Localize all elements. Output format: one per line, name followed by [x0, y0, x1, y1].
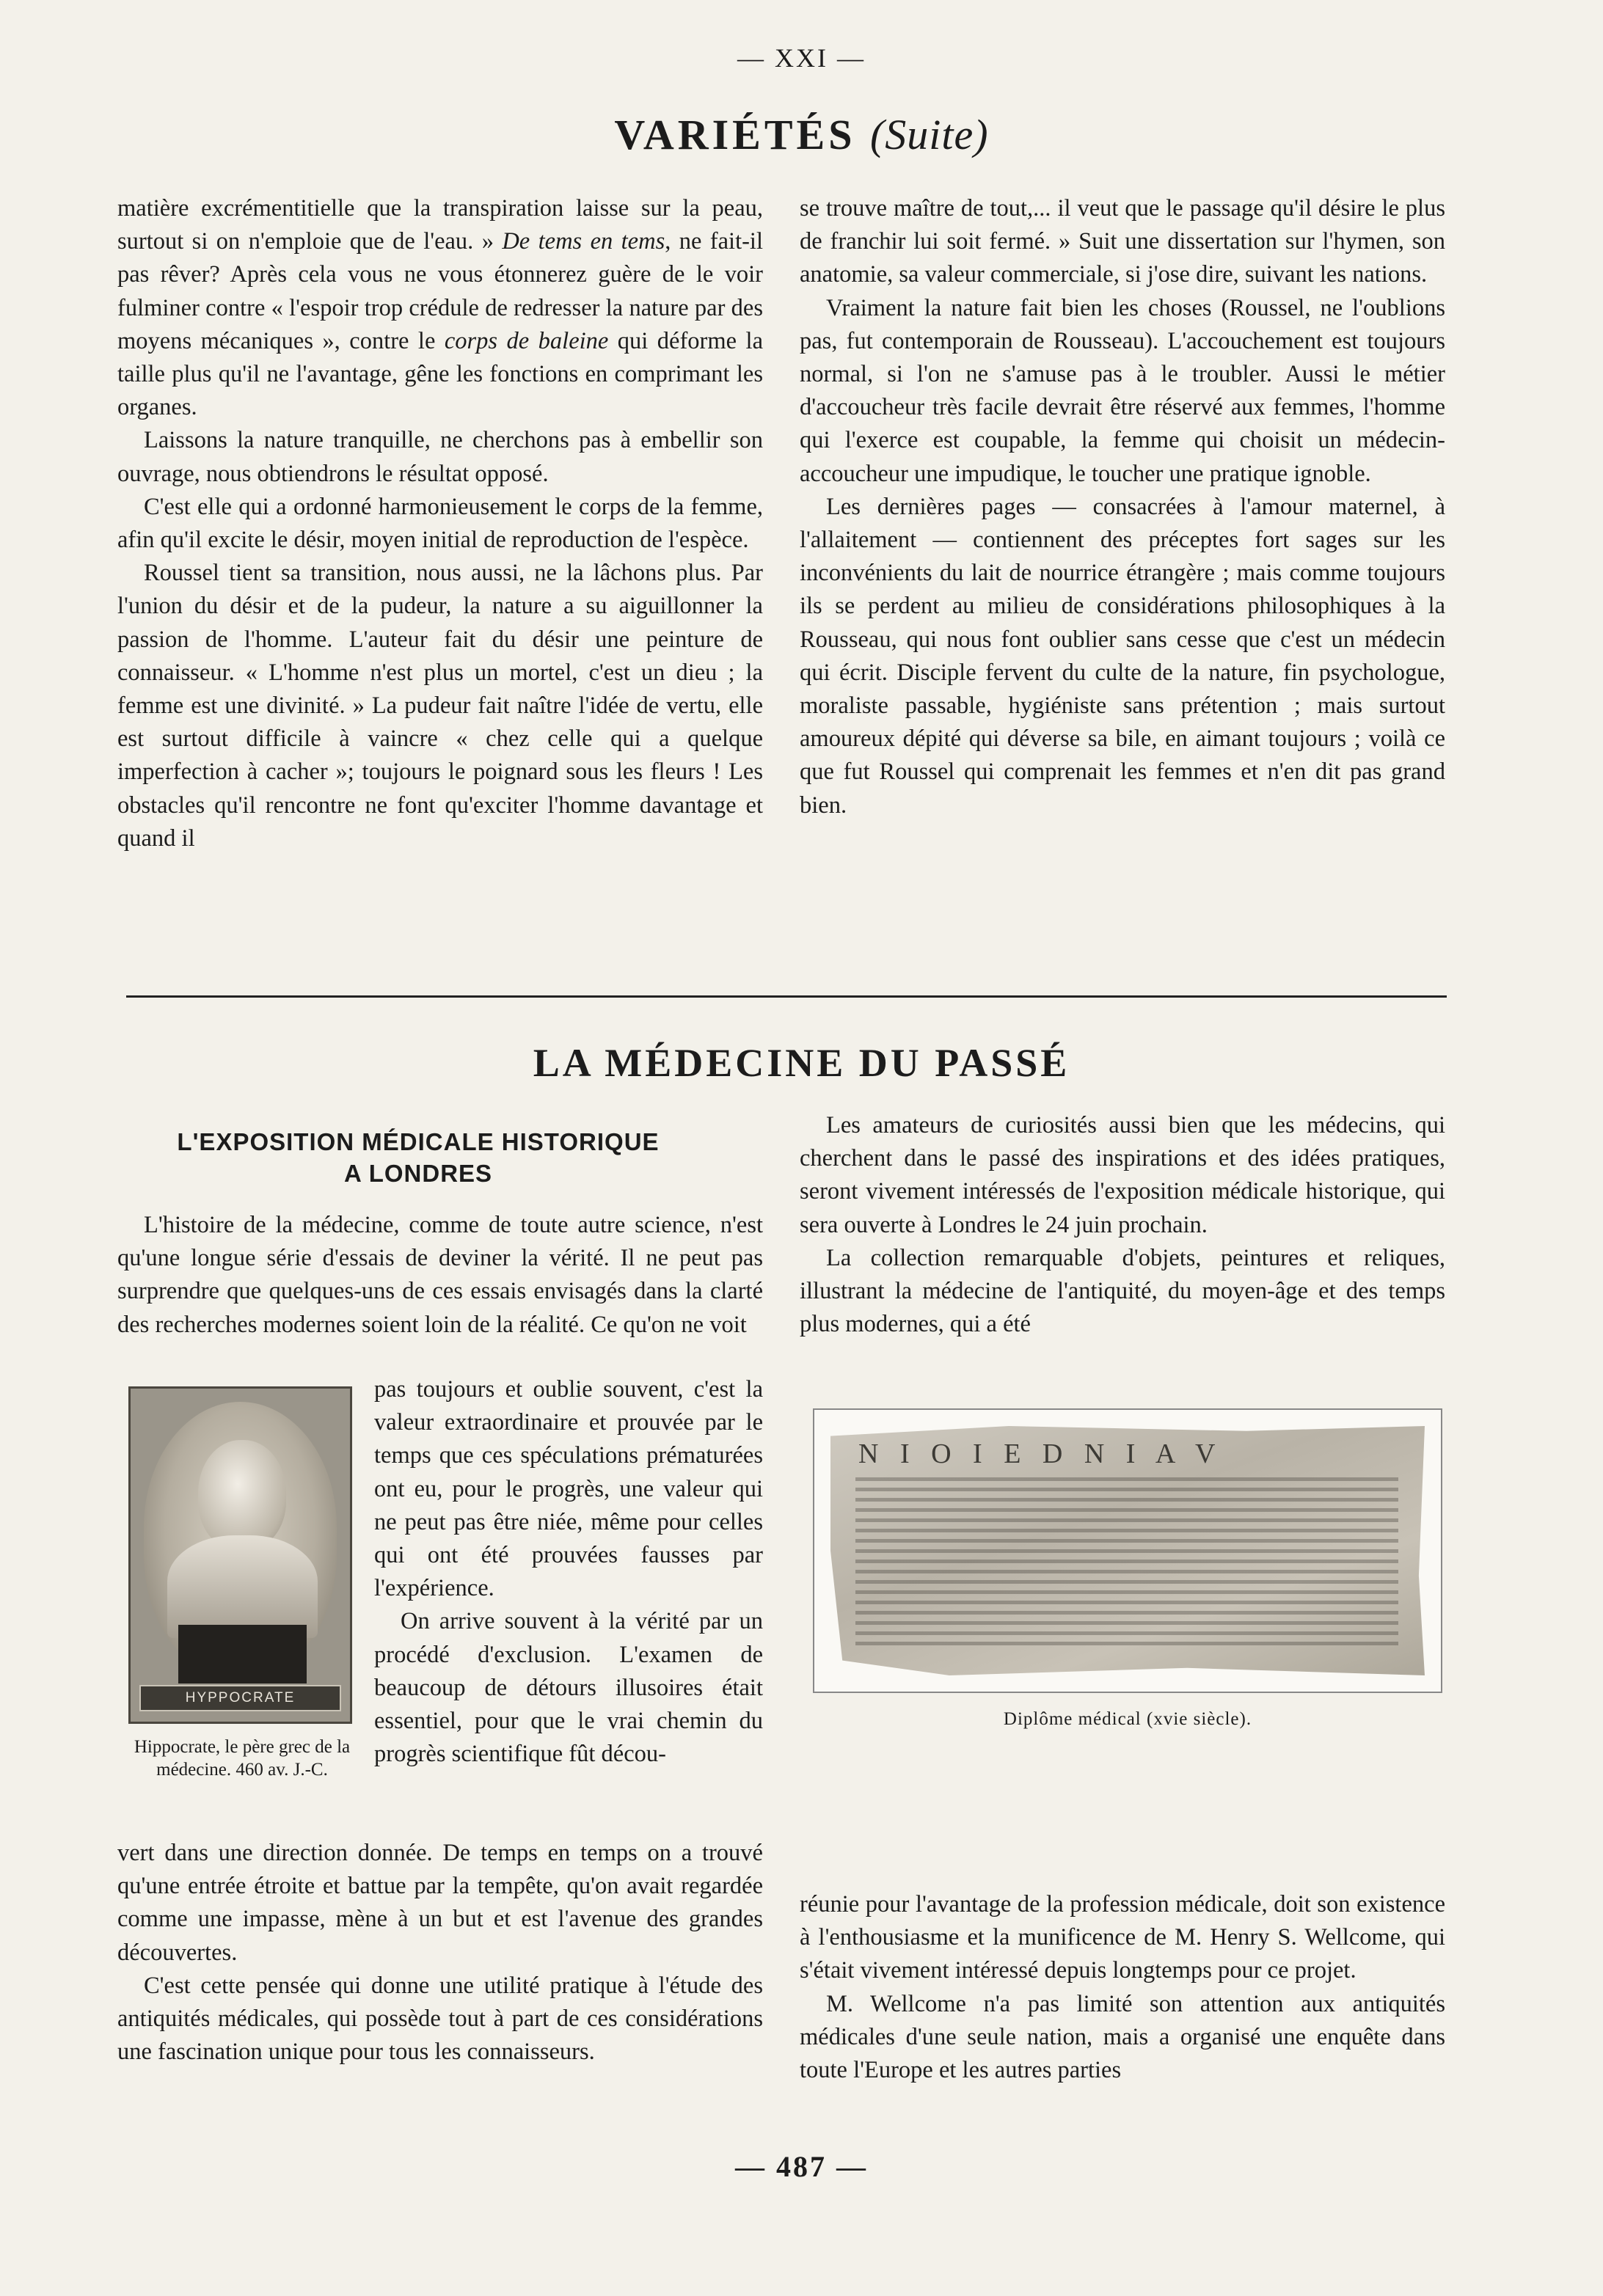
page-number: — 487 —	[735, 2150, 868, 2183]
medecine-right-para-3: réunie pour l'avantage de la profession médicale, doit son existence à l'enthousiasme et la munificence de M. Henry S. Wellcome, qui s'était vivement intéressé depuis longtemps pour ce projet.	[800, 1891, 1445, 1984]
portrait-pedestal	[178, 1625, 307, 1683]
section-title-medecine: LA MÉDECINE DU PASSÉ	[533, 1041, 1070, 1085]
medecine-beside-para-1: pas toujours et oublie souvent, c'est la valeur extraordinaire et prouvée par le temps que ces spéculations prématurées ont eu, pour le progrès, une valeur qui ne peut pas être niée, même pour celles qui ont été prouvées fausses par l'expérience.	[374, 1376, 763, 1602]
hippocrates-portrait	[128, 1386, 352, 1724]
varietes-right-para-1: se trouve maître de tout,... il veut que le passage qu'il désire le plus de franchir lui soit fermé. » Suit une dissertation sur l'hymen, son anatomie, sa valeur commerciale, si j'ose dire, suivant les nations.	[800, 195, 1445, 288]
medecine-right-bottom	[800, 1888, 1445, 2087]
diploma-heading: N I O I E D N I A V	[858, 1438, 1223, 1469]
medecine-after-para-2: C'est cette pensée qui donne une utilité pratique à l'étude des antiquités médicales, qui possède tout à part de ces considérations une fascination unique pour tous les connaisseurs.	[117, 1972, 763, 2066]
varietes-right-para-2: Vraiment la nature fait bien les choses (Roussel, ne l'oublions pas, fut contemporain de Rousseau). L'accouchement est toujours normal, si l'on ne s'amuse pas à le troubler. Aussi le métier d'accoucheur très facile devrait être réservé aux femmes, l'homme qui l'exerce est coupable, la femme qui choisit un médecin-accoucheur une impudique, le toucher une pratique ignoble.	[800, 294, 1445, 487]
medecine-right-para-1: Les amateurs de curiosités aussi bien que les médecins, qui cherchent dans le passé des inspirations et des idées pratiques, seront vivement intéressés de l'exposition médicale historique, qui sera ouverte à Londres le 24 juin prochain.	[800, 1112, 1445, 1238]
portrait-nameplate: HYPPOCRATE	[139, 1685, 341, 1711]
medecine-right-top	[800, 1109, 1445, 1341]
portrait-bust	[167, 1535, 318, 1638]
section-title-suffix: (Suite)	[869, 111, 989, 158]
top-folio: — XXI —	[737, 43, 866, 73]
varietes-left-column	[117, 192, 763, 855]
section-title-varietes	[0, 110, 1603, 159]
diploma-caption: Diplôme médical (xvie siècle).	[1003, 1709, 1252, 1729]
varietes-right-para-3: Les dernières pages — consacrées à l'amour maternel, à l'allaitement — contiennent des préceptes fort sages sur les inconvénients du lait de nourrice étrangère ; mais comme toujours ils se perdent au milieu de considérations philosophiques à la Rousseau, qui nous font oublier sans cesse que c'est un médecin qui écrit. Disciple fervent du culte de la nature, fin psychologue, moraliste passable, hygiéniste sans prétention ; mais surtout amoureux dépité qui déverse sa bile, en aimant toujours ; voilà ce que fut Roussel qui comprenait les femmes et n'en dit pas grand bien.	[800, 493, 1445, 819]
medecine-beside-para-2: On arrive souvent à la vérité par un procédé d'exclusion. L'examen de beaucoup de détours illusoires était essentiel, pour que le vrai chemin du progrès scientifique fût décou-	[374, 1608, 763, 1768]
varietes-left-para-1: matière excrémentitielle que la transpiration laisse sur la peau, surtout si on n'emploie que de l'eau. » De tems en tems, ne fait-il pas rêver? Après cela vous ne vous étonnerez guère de le voir fulminer contre « l'espoir trop crédule de redresser la nature par des moyens mécaniques », contre le corps de baleine qui déforme la taille plus qu'il ne l'avantage, gêne les fonctions en comprimant les organes.	[117, 195, 763, 421]
medecine-left-intro	[117, 1209, 763, 1342]
portrait-caption: Hippocrate, le père grec de la médecine. 460 av. J.-C.	[134, 1737, 351, 1780]
medecine-left-after-image	[117, 1837, 763, 2069]
varietes-left-para-4: Roussel tient sa transition, nous aussi, ne la lâchons plus. Par l'union du désir et de la pudeur, la nature a su aiguillonner la passion de l'homme. L'auteur fait du désir une peinture de connaisseur. « L'homme n'est plus un mortel, c'est un dieu ; la femme est une divinité. » La pudeur fait naître l'idée de vertu, elle est surtout difficile à vaincre « chez celle qui a quelque imperfection à cacher »; toujours le poignard sous les fleurs ! Les obstacles qu'il rencontre ne font qu'exciter l'homme davantage et quand il	[117, 560, 763, 852]
subheading-line-1: L'EXPOSITION MÉDICALE HISTORIQUE	[177, 1128, 660, 1155]
article-subheading	[110, 1126, 726, 1189]
section-title-text: VARIÉTÉS	[614, 111, 856, 158]
section-divider	[126, 995, 1447, 998]
subheading-line-2: A LONDRES	[343, 1160, 493, 1187]
varietes-right-column	[800, 192, 1445, 822]
medical-diploma-image	[813, 1408, 1442, 1693]
medecine-right-para-4: M. Wellcome n'a pas limité son attention aux antiquités médicales d'une seule nation, mais a organisé une enquête dans toute l'Europe et les autres parties	[800, 1990, 1445, 2084]
diploma-text-lines	[855, 1477, 1398, 1646]
portrait-head	[198, 1440, 286, 1550]
medecine-intro-para: L'histoire de la médecine, comme de toute autre science, n'est qu'une longue série d'essais de deviner la vérité. Il ne peut pas surprendre que quelques-uns de ces essais envisagés dans la clarté des recherches modernes soient loin de la réalité. Ce qu'on ne voit	[117, 1212, 763, 1338]
varietes-left-para-2: Laissons la nature tranquille, ne cherchons pas à embellir son ouvrage, nous obtiendrons le résultat opposé.	[117, 427, 763, 487]
medecine-right-para-2: La collection remarquable d'objets, peintures et reliques, illustrant la médecine de l'antiquité, du moyen-âge et des temps plus modernes, qui a été	[800, 1244, 1445, 1338]
medecine-after-para-1: vert dans une direction donnée. De temps en temps on a trouvé qu'une entrée étroite et battue par la tempête, qu'on avait regardée comme une impasse, mène à un but et est l'avenue des grandes découvertes.	[117, 1840, 763, 1966]
varietes-left-para-3: C'est elle qui a ordonné harmonieusement le corps de la femme, afin qu'il excite le désir, moyen initial de reproduction de l'espèce.	[117, 493, 763, 554]
medecine-left-beside-image	[374, 1373, 763, 1771]
